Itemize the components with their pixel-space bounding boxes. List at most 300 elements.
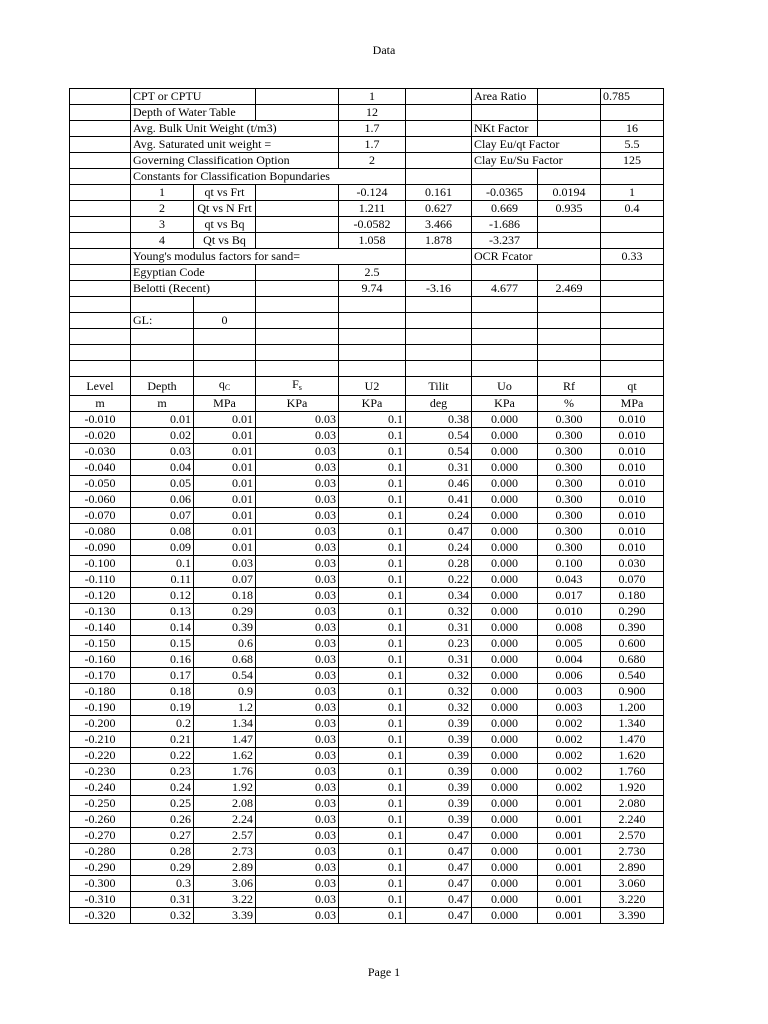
cell-level[interactable]: -0.170 xyxy=(70,668,131,684)
cell-fs[interactable]: 0.03 xyxy=(256,636,339,652)
cell-tilit[interactable]: 0.39 xyxy=(406,764,472,780)
cell-fs[interactable]: 0.03 xyxy=(256,476,339,492)
cell-fs[interactable]: 0.03 xyxy=(256,460,339,476)
cell-uo[interactable]: 0.000 xyxy=(472,876,538,892)
cell-u2[interactable]: 0.1 xyxy=(339,508,406,524)
cell-qc[interactable]: 0.39 xyxy=(194,620,256,636)
cell-level[interactable]: -0.120 xyxy=(70,588,131,604)
cell-fs[interactable]: 0.03 xyxy=(256,732,339,748)
cell-tilit[interactable]: 0.39 xyxy=(406,812,472,828)
cell-level[interactable]: -0.280 xyxy=(70,844,131,860)
cell-tilit[interactable]: 0.24 xyxy=(406,508,472,524)
cell-fs[interactable]: 0.03 xyxy=(256,892,339,908)
cell-fs[interactable]: 0.03 xyxy=(256,844,339,860)
cell-qc[interactable]: 1.34 xyxy=(194,716,256,732)
cpt-type-value[interactable]: 1 xyxy=(339,89,406,105)
cell-depth[interactable]: 0.27 xyxy=(131,828,194,844)
cell-uo[interactable]: 0.000 xyxy=(472,492,538,508)
cell-level[interactable]: -0.150 xyxy=(70,636,131,652)
cell-u2[interactable]: 0.1 xyxy=(339,828,406,844)
cell-u2[interactable]: 0.1 xyxy=(339,812,406,828)
cell-rf[interactable]: 0.001 xyxy=(538,796,601,812)
cell-rf[interactable]: 0.010 xyxy=(538,604,601,620)
cell-u2[interactable]: 0.1 xyxy=(339,524,406,540)
cell-level[interactable]: -0.100 xyxy=(70,556,131,572)
cell-tilit[interactable]: 0.32 xyxy=(406,700,472,716)
cell-tilit[interactable]: 0.23 xyxy=(406,636,472,652)
cell-tilit[interactable]: 0.47 xyxy=(406,908,472,924)
cell-u2[interactable]: 0.1 xyxy=(339,684,406,700)
cell-fs[interactable]: 0.03 xyxy=(256,796,339,812)
cell-depth[interactable]: 0.21 xyxy=(131,732,194,748)
cell-tilit[interactable]: 0.47 xyxy=(406,892,472,908)
cell-qt[interactable]: 1.200 xyxy=(601,700,664,716)
cell-depth[interactable]: 0.16 xyxy=(131,652,194,668)
cell-uo[interactable]: 0.000 xyxy=(472,620,538,636)
ocr-factor-value[interactable]: 0.33 xyxy=(601,249,664,265)
cell-fs[interactable]: 0.03 xyxy=(256,908,339,924)
egyptian-code-value[interactable]: 2.5 xyxy=(339,265,406,281)
cell-uo[interactable]: 0.000 xyxy=(472,860,538,876)
cell-qc[interactable]: 0.01 xyxy=(194,428,256,444)
clay-eu-su-value[interactable]: 125 xyxy=(601,153,664,169)
cell-qt[interactable]: 0.680 xyxy=(601,652,664,668)
cell-qc[interactable]: 0.01 xyxy=(194,524,256,540)
cell-depth[interactable]: 0.15 xyxy=(131,636,194,652)
cell-uo[interactable]: 0.000 xyxy=(472,748,538,764)
cell-rf[interactable]: 0.004 xyxy=(538,652,601,668)
constant-e[interactable]: 1 xyxy=(601,185,664,201)
cell-uo[interactable]: 0.000 xyxy=(472,556,538,572)
saturated-weight-value[interactable]: 1.7 xyxy=(339,137,406,153)
cell-qt[interactable]: 0.010 xyxy=(601,444,664,460)
cell-rf[interactable]: 0.005 xyxy=(538,636,601,652)
cell-level[interactable]: -0.260 xyxy=(70,812,131,828)
cell-tilit[interactable]: 0.41 xyxy=(406,492,472,508)
cell-level[interactable]: -0.140 xyxy=(70,620,131,636)
cell-depth[interactable]: 0.19 xyxy=(131,700,194,716)
cell-rf[interactable]: 0.008 xyxy=(538,620,601,636)
cell-depth[interactable]: 0.24 xyxy=(131,780,194,796)
cell-rf[interactable]: 0.300 xyxy=(538,492,601,508)
cell-qt[interactable]: 0.010 xyxy=(601,492,664,508)
cell-level[interactable]: -0.070 xyxy=(70,508,131,524)
cell-uo[interactable]: 0.000 xyxy=(472,604,538,620)
cell-uo[interactable]: 0.000 xyxy=(472,444,538,460)
cell-qc[interactable]: 2.73 xyxy=(194,844,256,860)
cell-depth[interactable]: 0.05 xyxy=(131,476,194,492)
cell-qc[interactable]: 2.24 xyxy=(194,812,256,828)
cell-uo[interactable]: 0.000 xyxy=(472,524,538,540)
cell-level[interactable]: -0.200 xyxy=(70,716,131,732)
cell-rf[interactable]: 0.002 xyxy=(538,748,601,764)
cell-u2[interactable]: 0.1 xyxy=(339,716,406,732)
cell-rf[interactable]: 0.001 xyxy=(538,844,601,860)
cell-level[interactable]: -0.030 xyxy=(70,444,131,460)
constant-b[interactable]: 3.466 xyxy=(406,217,472,233)
bulk-unit-weight-value[interactable]: 1.7 xyxy=(339,121,406,137)
cell-tilit[interactable]: 0.38 xyxy=(406,412,472,428)
cell-qc[interactable]: 0.03 xyxy=(194,556,256,572)
cell-rf[interactable]: 0.300 xyxy=(538,412,601,428)
cell-fs[interactable]: 0.03 xyxy=(256,428,339,444)
cell-qc[interactable]: 0.29 xyxy=(194,604,256,620)
cell-fs[interactable]: 0.03 xyxy=(256,540,339,556)
cell-depth[interactable]: 0.01 xyxy=(131,412,194,428)
cell-qt[interactable]: 0.180 xyxy=(601,588,664,604)
cell-fs[interactable]: 0.03 xyxy=(256,764,339,780)
cell-qt[interactable]: 0.010 xyxy=(601,412,664,428)
cell-u2[interactable]: 0.1 xyxy=(339,492,406,508)
cell-level[interactable]: -0.090 xyxy=(70,540,131,556)
cell-fs[interactable]: 0.03 xyxy=(256,556,339,572)
cell-uo[interactable]: 0.000 xyxy=(472,636,538,652)
cell-level[interactable]: -0.210 xyxy=(70,732,131,748)
cell-qc[interactable]: 0.18 xyxy=(194,588,256,604)
cell-rf[interactable]: 0.001 xyxy=(538,828,601,844)
cell-rf[interactable]: 0.300 xyxy=(538,460,601,476)
cell-u2[interactable]: 0.1 xyxy=(339,796,406,812)
cell-qt[interactable]: 1.620 xyxy=(601,748,664,764)
cell-tilit[interactable]: 0.22 xyxy=(406,572,472,588)
cell-uo[interactable]: 0.000 xyxy=(472,892,538,908)
constant-c[interactable]: -1.686 xyxy=(472,217,538,233)
cell-u2[interactable]: 0.1 xyxy=(339,556,406,572)
cell-u2[interactable]: 0.1 xyxy=(339,892,406,908)
cell-tilit[interactable]: 0.47 xyxy=(406,844,472,860)
cell-level[interactable]: -0.130 xyxy=(70,604,131,620)
belotti-b[interactable]: -3.16 xyxy=(406,281,472,297)
cell-uo[interactable]: 0.000 xyxy=(472,460,538,476)
cell-u2[interactable]: 0.1 xyxy=(339,652,406,668)
belotti-c[interactable]: 4.677 xyxy=(472,281,538,297)
cell-qt[interactable]: 0.070 xyxy=(601,572,664,588)
cell-fs[interactable]: 0.03 xyxy=(256,444,339,460)
cell-level[interactable]: -0.320 xyxy=(70,908,131,924)
cell-qc[interactable]: 1.2 xyxy=(194,700,256,716)
cell-qc[interactable]: 2.08 xyxy=(194,796,256,812)
cell-qt[interactable]: 0.010 xyxy=(601,540,664,556)
cell-rf[interactable]: 0.300 xyxy=(538,428,601,444)
cell-uo[interactable]: 0.000 xyxy=(472,796,538,812)
cell-depth[interactable]: 0.1 xyxy=(131,556,194,572)
cell-qt[interactable]: 0.010 xyxy=(601,460,664,476)
cell-qt[interactable]: 0.390 xyxy=(601,620,664,636)
cell-rf[interactable]: 0.001 xyxy=(538,892,601,908)
cell-qt[interactable]: 0.540 xyxy=(601,668,664,684)
cell-rf[interactable]: 0.300 xyxy=(538,444,601,460)
nkt-factor-value[interactable]: 16 xyxy=(601,121,664,137)
water-table-value[interactable]: 12 xyxy=(339,105,406,121)
cell-tilit[interactable]: 0.32 xyxy=(406,604,472,620)
cell-u2[interactable]: 0.1 xyxy=(339,444,406,460)
cell-qt[interactable]: 2.080 xyxy=(601,796,664,812)
cell-uo[interactable]: 0.000 xyxy=(472,508,538,524)
constant-c[interactable]: -0.0365 xyxy=(472,185,538,201)
cell-tilit[interactable]: 0.31 xyxy=(406,620,472,636)
cell-fs[interactable]: 0.03 xyxy=(256,700,339,716)
cell-rf[interactable]: 0.300 xyxy=(538,524,601,540)
constant-b[interactable]: 0.161 xyxy=(406,185,472,201)
cell-level[interactable]: -0.270 xyxy=(70,828,131,844)
cell-level[interactable]: -0.250 xyxy=(70,796,131,812)
belotti-a[interactable]: 9.74 xyxy=(339,281,406,297)
cell-uo[interactable]: 0.000 xyxy=(472,428,538,444)
cell-fs[interactable]: 0.03 xyxy=(256,620,339,636)
cell-level[interactable]: -0.160 xyxy=(70,652,131,668)
cell-qt[interactable]: 2.890 xyxy=(601,860,664,876)
cell-rf[interactable]: 0.017 xyxy=(538,588,601,604)
cell-uo[interactable]: 0.000 xyxy=(472,572,538,588)
cell-uo[interactable]: 0.000 xyxy=(472,844,538,860)
cell-fs[interactable]: 0.03 xyxy=(256,876,339,892)
cell-fs[interactable]: 0.03 xyxy=(256,604,339,620)
cell-qc[interactable]: 0.68 xyxy=(194,652,256,668)
cell-rf[interactable]: 0.003 xyxy=(538,700,601,716)
cell-qc[interactable]: 0.01 xyxy=(194,492,256,508)
cell-tilit[interactable]: 0.47 xyxy=(406,860,472,876)
cell-depth[interactable]: 0.17 xyxy=(131,668,194,684)
constant-d[interactable]: 0.0194 xyxy=(538,185,601,201)
cell-qt[interactable]: 1.470 xyxy=(601,732,664,748)
cell-u2[interactable]: 0.1 xyxy=(339,908,406,924)
cell-rf[interactable]: 0.300 xyxy=(538,508,601,524)
cell-tilit[interactable]: 0.39 xyxy=(406,796,472,812)
cell-fs[interactable]: 0.03 xyxy=(256,524,339,540)
cell-tilit[interactable]: 0.32 xyxy=(406,684,472,700)
cell-rf[interactable]: 0.300 xyxy=(538,540,601,556)
cell-level[interactable]: -0.220 xyxy=(70,748,131,764)
cell-qt[interactable]: 2.730 xyxy=(601,844,664,860)
cell-qt[interactable]: 0.290 xyxy=(601,604,664,620)
cell-uo[interactable]: 0.000 xyxy=(472,716,538,732)
cell-qc[interactable]: 3.39 xyxy=(194,908,256,924)
clay-eu-qt-value[interactable]: 5.5 xyxy=(601,137,664,153)
cell-qc[interactable]: 2.57 xyxy=(194,828,256,844)
cell-uo[interactable]: 0.000 xyxy=(472,780,538,796)
cell-level[interactable]: -0.080 xyxy=(70,524,131,540)
cell-fs[interactable]: 0.03 xyxy=(256,412,339,428)
cell-level[interactable]: -0.230 xyxy=(70,764,131,780)
cell-qc[interactable]: 0.01 xyxy=(194,444,256,460)
cell-tilit[interactable]: 0.32 xyxy=(406,668,472,684)
cell-fs[interactable]: 0.03 xyxy=(256,508,339,524)
cell-qc[interactable]: 1.92 xyxy=(194,780,256,796)
cell-fs[interactable]: 0.03 xyxy=(256,828,339,844)
cell-qc[interactable]: 1.62 xyxy=(194,748,256,764)
cell-depth[interactable]: 0.23 xyxy=(131,764,194,780)
cell-level[interactable]: -0.240 xyxy=(70,780,131,796)
cell-qc[interactable]: 3.06 xyxy=(194,876,256,892)
cell-u2[interactable]: 0.1 xyxy=(339,412,406,428)
cell-u2[interactable]: 0.1 xyxy=(339,620,406,636)
cell-qc[interactable]: 0.01 xyxy=(194,540,256,556)
cell-level[interactable]: -0.290 xyxy=(70,860,131,876)
cell-depth[interactable]: 0.06 xyxy=(131,492,194,508)
constant-e[interactable]: 0.4 xyxy=(601,201,664,217)
cell-depth[interactable]: 0.08 xyxy=(131,524,194,540)
cell-rf[interactable]: 0.001 xyxy=(538,860,601,876)
cell-u2[interactable]: 0.1 xyxy=(339,604,406,620)
cell-u2[interactable]: 0.1 xyxy=(339,748,406,764)
cell-rf[interactable]: 0.002 xyxy=(538,716,601,732)
constant-d[interactable] xyxy=(538,217,601,233)
cell-tilit[interactable]: 0.54 xyxy=(406,444,472,460)
cell-uo[interactable]: 0.000 xyxy=(472,764,538,780)
cell-tilit[interactable]: 0.46 xyxy=(406,476,472,492)
cell-level[interactable]: -0.310 xyxy=(70,892,131,908)
cell-u2[interactable]: 0.1 xyxy=(339,540,406,556)
cell-qc[interactable]: 0.54 xyxy=(194,668,256,684)
cell-tilit[interactable]: 0.39 xyxy=(406,748,472,764)
cell-depth[interactable]: 0.22 xyxy=(131,748,194,764)
gl-value[interactable]: 0 xyxy=(194,313,256,329)
cell-depth[interactable]: 0.12 xyxy=(131,588,194,604)
cell-depth[interactable]: 0.14 xyxy=(131,620,194,636)
cell-depth[interactable]: 0.07 xyxy=(131,508,194,524)
cell-level[interactable]: -0.010 xyxy=(70,412,131,428)
cell-tilit[interactable]: 0.24 xyxy=(406,540,472,556)
cell-rf[interactable]: 0.300 xyxy=(538,476,601,492)
constant-d[interactable]: 0.935 xyxy=(538,201,601,217)
cell-uo[interactable]: 0.000 xyxy=(472,540,538,556)
cell-uo[interactable]: 0.000 xyxy=(472,668,538,684)
cell-uo[interactable]: 0.000 xyxy=(472,652,538,668)
cell-qt[interactable]: 1.340 xyxy=(601,716,664,732)
cell-qc[interactable]: 0.01 xyxy=(194,476,256,492)
cell-u2[interactable]: 0.1 xyxy=(339,476,406,492)
cell-qt[interactable]: 0.010 xyxy=(601,524,664,540)
cell-u2[interactable]: 0.1 xyxy=(339,460,406,476)
cell-qt[interactable]: 0.600 xyxy=(601,636,664,652)
cell-qt[interactable]: 2.240 xyxy=(601,812,664,828)
cell-depth[interactable]: 0.02 xyxy=(131,428,194,444)
cell-qt[interactable]: 1.920 xyxy=(601,780,664,796)
cell-uo[interactable]: 0.000 xyxy=(472,812,538,828)
cell-tilit[interactable]: 0.47 xyxy=(406,876,472,892)
classification-option-value[interactable]: 2 xyxy=(339,153,406,169)
cell-rf[interactable]: 0.001 xyxy=(538,876,601,892)
cell-rf[interactable]: 0.043 xyxy=(538,572,601,588)
cell-qc[interactable]: 1.76 xyxy=(194,764,256,780)
cell-qc[interactable]: 0.01 xyxy=(194,412,256,428)
cell-tilit[interactable]: 0.28 xyxy=(406,556,472,572)
cell-depth[interactable]: 0.11 xyxy=(131,572,194,588)
cell-rf[interactable]: 0.002 xyxy=(538,764,601,780)
constant-c[interactable]: 0.669 xyxy=(472,201,538,217)
belotti-d[interactable]: 2.469 xyxy=(538,281,601,297)
constant-a[interactable]: -0.0582 xyxy=(339,217,406,233)
cell-uo[interactable]: 0.000 xyxy=(472,828,538,844)
cell-level[interactable]: -0.110 xyxy=(70,572,131,588)
cell-qt[interactable]: 0.010 xyxy=(601,428,664,444)
cell-rf[interactable]: 0.006 xyxy=(538,668,601,684)
constant-e[interactable] xyxy=(601,217,664,233)
cell-fs[interactable]: 0.03 xyxy=(256,748,339,764)
cell-qc[interactable]: 2.89 xyxy=(194,860,256,876)
cell-u2[interactable]: 0.1 xyxy=(339,844,406,860)
constant-e[interactable] xyxy=(601,233,664,249)
constant-b[interactable]: 1.878 xyxy=(406,233,472,249)
cell-fs[interactable]: 0.03 xyxy=(256,812,339,828)
cell-level[interactable]: -0.190 xyxy=(70,700,131,716)
constant-a[interactable]: -0.124 xyxy=(339,185,406,201)
cell-depth[interactable]: 0.2 xyxy=(131,716,194,732)
cell-level[interactable]: -0.050 xyxy=(70,476,131,492)
cell-qt[interactable]: 3.220 xyxy=(601,892,664,908)
cell-tilit[interactable]: 0.34 xyxy=(406,588,472,604)
cell-uo[interactable]: 0.000 xyxy=(472,908,538,924)
constant-d[interactable] xyxy=(538,233,601,249)
cell-depth[interactable]: 0.25 xyxy=(131,796,194,812)
cell-qc[interactable]: 3.22 xyxy=(194,892,256,908)
cell-qt[interactable]: 0.900 xyxy=(601,684,664,700)
cell-uo[interactable]: 0.000 xyxy=(472,588,538,604)
cell-rf[interactable]: 0.002 xyxy=(538,780,601,796)
constant-b[interactable]: 0.627 xyxy=(406,201,472,217)
cell-tilit[interactable]: 0.39 xyxy=(406,780,472,796)
cell-fs[interactable]: 0.03 xyxy=(256,780,339,796)
cell-uo[interactable]: 0.000 xyxy=(472,684,538,700)
cell-fs[interactable]: 0.03 xyxy=(256,572,339,588)
cell-tilit[interactable]: 0.47 xyxy=(406,828,472,844)
cell-tilit[interactable]: 0.39 xyxy=(406,716,472,732)
constant-c[interactable]: -3.237 xyxy=(472,233,538,249)
cell-fs[interactable]: 0.03 xyxy=(256,716,339,732)
cell-level[interactable]: -0.060 xyxy=(70,492,131,508)
cell-qc[interactable]: 0.07 xyxy=(194,572,256,588)
cell-qc[interactable]: 0.6 xyxy=(194,636,256,652)
cell-tilit[interactable]: 0.31 xyxy=(406,460,472,476)
cell-u2[interactable]: 0.1 xyxy=(339,636,406,652)
cell-depth[interactable]: 0.28 xyxy=(131,844,194,860)
cell-uo[interactable]: 0.000 xyxy=(472,476,538,492)
area-ratio-value[interactable]: 0.785 xyxy=(601,89,664,105)
cell-depth[interactable]: 0.31 xyxy=(131,892,194,908)
cell-u2[interactable]: 0.1 xyxy=(339,860,406,876)
cell-u2[interactable]: 0.1 xyxy=(339,572,406,588)
cell-depth[interactable]: 0.18 xyxy=(131,684,194,700)
cell-rf[interactable]: 0.001 xyxy=(538,908,601,924)
cell-u2[interactable]: 0.1 xyxy=(339,780,406,796)
cell-qc[interactable]: 0.9 xyxy=(194,684,256,700)
cell-tilit[interactable]: 0.47 xyxy=(406,524,472,540)
cell-u2[interactable]: 0.1 xyxy=(339,700,406,716)
constant-a[interactable]: 1.058 xyxy=(339,233,406,249)
cell-depth[interactable]: 0.29 xyxy=(131,860,194,876)
cell-u2[interactable]: 0.1 xyxy=(339,588,406,604)
cell-u2[interactable]: 0.1 xyxy=(339,428,406,444)
cell-qc[interactable]: 0.01 xyxy=(194,460,256,476)
cell-rf[interactable]: 0.100 xyxy=(538,556,601,572)
cell-qt[interactable]: 0.030 xyxy=(601,556,664,572)
cell-u2[interactable]: 0.1 xyxy=(339,764,406,780)
cell-qt[interactable]: 3.390 xyxy=(601,908,664,924)
cell-level[interactable]: -0.180 xyxy=(70,684,131,700)
cell-u2[interactable]: 0.1 xyxy=(339,668,406,684)
cell-level[interactable]: -0.020 xyxy=(70,428,131,444)
cell-rf[interactable]: 0.002 xyxy=(538,732,601,748)
cell-u2[interactable]: 0.1 xyxy=(339,732,406,748)
cell-depth[interactable]: 0.26 xyxy=(131,812,194,828)
cell-qt[interactable]: 0.010 xyxy=(601,476,664,492)
cell-uo[interactable]: 0.000 xyxy=(472,732,538,748)
cell-fs[interactable]: 0.03 xyxy=(256,492,339,508)
cell-u2[interactable]: 0.1 xyxy=(339,876,406,892)
cell-uo[interactable]: 0.000 xyxy=(472,412,538,428)
cell-fs[interactable]: 0.03 xyxy=(256,652,339,668)
cell-fs[interactable]: 0.03 xyxy=(256,668,339,684)
